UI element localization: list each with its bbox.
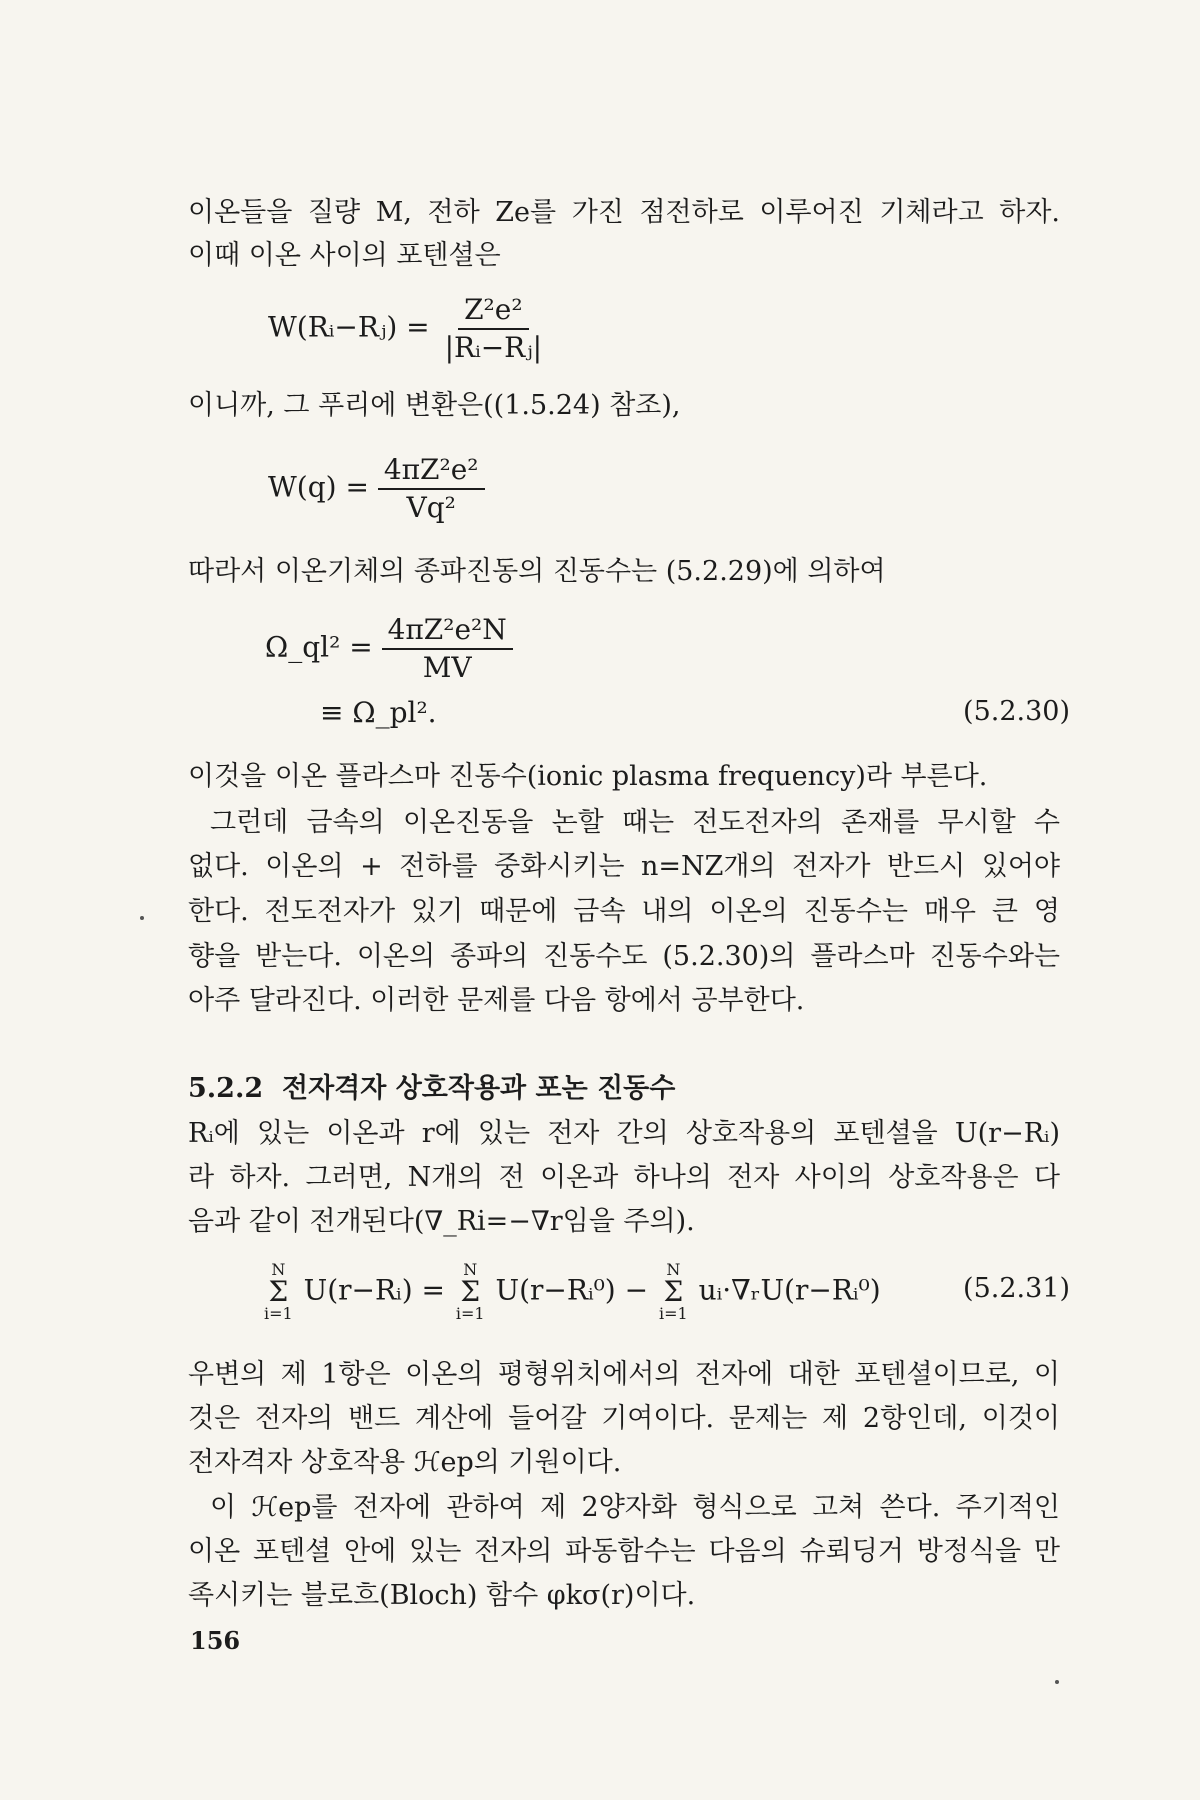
equation-line: ≡ Ω_pl². (320, 696, 437, 729)
fraction (378, 452, 485, 526)
denominator: |Rᵢ−Rⱼ| (444, 331, 543, 364)
section-number: 5.2.2 (188, 1073, 264, 1104)
text-line: 이온 포텐셜 안에 있는 전자의 파동함수는 다음의 슈뢰딩거 방정식을 만 (188, 1536, 1060, 1567)
text-line: 이온들을 질량 M, 전하 Ze를 가진 점전하로 이루어진 기체라고 하자. (188, 197, 1060, 228)
text-line: 것은 전자의 밴드 계산에 들어갈 기여이다. 문제는 제 2항인데, 이것이 (188, 1403, 1060, 1434)
text-line: 아주 달라진다. 이러한 문제를 다음 항에서 공부한다. (188, 985, 805, 1016)
equation-fourier (268, 452, 485, 526)
text-line: 이때 이온 사이의 포텐셜은 (188, 240, 501, 271)
text-line: 음과 같이 전개된다(∇_Ri=−∇r임을 주의). (188, 1206, 695, 1237)
equation-potential (268, 292, 548, 366)
fraction (382, 612, 513, 686)
text-line: 이 ℋep를 전자에 관하여 제 2양자화 형식으로 고쳐 쓴다. 주기적인 (210, 1492, 1060, 1523)
page-speck (140, 916, 144, 920)
equation-term: U(r−Rᵢ) = (303, 1273, 445, 1307)
summation-symbol: N Σ i=1 (659, 1260, 688, 1323)
denominator: MV (422, 651, 472, 684)
equation-lhs: W(q) = (268, 470, 369, 504)
equation-lhs: W(Rᵢ−Rⱼ) = (268, 310, 430, 344)
equation-term: uᵢ·∇ᵣU(r−Rᵢ⁰) (698, 1273, 881, 1307)
numerator: Z²e² (458, 292, 528, 330)
equation-lhs: Ω_ql² = (265, 630, 373, 664)
summation-symbol: N Σ i=1 (455, 1260, 485, 1323)
text-line: 향을 받는다. 이온의 종파의 진동수도 (5.2.30)의 플라스마 진동수와는 (188, 941, 1060, 972)
text-line: 한다. 전도전자가 있기 때문에 금속 내의 이온의 진동수는 매우 큰 영 (188, 896, 1060, 927)
equation-number: (5.2.31) (963, 1273, 1070, 1304)
equation-ion-plasma (265, 612, 513, 686)
text-line: 우변의 제 1항은 이온의 평형위치에서의 전자에 대한 포텐셜이므로, 이 (188, 1359, 1060, 1390)
text-line: 따라서 이온기체의 종파진동의 진동수는 (5.2.29)에 의하여 (188, 556, 886, 587)
text-line: 없다. 이온의 + 전하를 중화시키는 n=NZ개의 전자가 반드시 있어야 (188, 851, 1060, 882)
text-line: 족시키는 블로흐(Bloch) 함수 φkσ(r)이다. (188, 1580, 696, 1611)
fraction (439, 292, 549, 366)
text-line: 전자격자 상호작용 ℋep의 기원이다. (188, 1447, 622, 1478)
summation-symbol: N Σ i=1 (264, 1260, 293, 1323)
section-title: 전자격자 상호작용과 포논 진동수 (281, 1073, 676, 1104)
equation-number: (5.2.30) (963, 696, 1070, 727)
numerator: 4πZ²e² (378, 452, 485, 490)
text-line: 라 하자. 그러면, N개의 전 이온과 하나의 전자 사이의 상호작용은 다 (188, 1162, 1060, 1193)
text-line: 그런데 금속의 이온진동을 논할 때는 전도전자의 존재를 무시할 수 (210, 807, 1060, 838)
section-heading (188, 1069, 1060, 1109)
equation-term: U(r−Rᵢ⁰) − (495, 1273, 649, 1307)
denominator: Vq² (406, 491, 456, 524)
text-line: 이것을 이온 플라스마 진동수(ionic plasma frequency)라 부른다. (188, 761, 988, 792)
equation-expansion (262, 1262, 881, 1322)
text-line: Rᵢ에 있는 이온과 r에 있는 전자 간의 상호작용의 포텐셜을 U(r−Rᵢ) (188, 1118, 1060, 1149)
text-line: 이니까, 그 푸리에 변환은((1.5.24) 참조), (188, 390, 681, 421)
numerator: 4πZ²e²N (382, 612, 513, 650)
page-speck (1055, 1680, 1059, 1684)
page-number: 156 (190, 1626, 241, 1655)
